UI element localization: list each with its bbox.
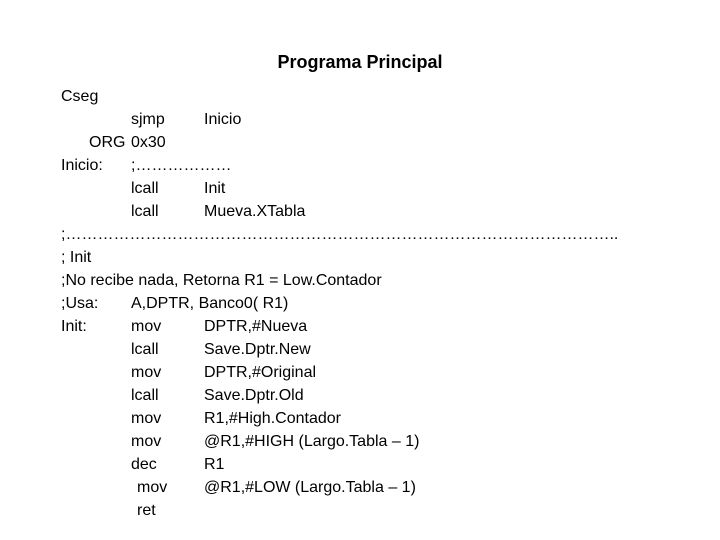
code-operand: Save.Dptr.Old (204, 387, 304, 404)
code-line (0, 247, 720, 269)
code-instruction: dec (131, 456, 157, 473)
code-label: ;Usa: (61, 295, 99, 312)
code-instruction: mov (131, 318, 162, 335)
code-line (0, 454, 720, 476)
code-instruction: ret (137, 502, 156, 519)
code-instruction: lcall (131, 341, 159, 358)
code-instruction: lcall (131, 180, 159, 197)
code-operand: Inicio (204, 111, 242, 128)
code-comment: ;No recibe nada, Retorna R1 = Low.Contador (61, 272, 382, 289)
code-line (0, 477, 720, 499)
code-line (0, 201, 720, 223)
code-line (0, 224, 720, 246)
code-line (0, 132, 720, 154)
code-line (0, 408, 720, 430)
code-line (0, 293, 720, 315)
code-comment: ; Init (61, 249, 92, 266)
code-operand: @R1,#LOW (Largo.Tabla – 1) (204, 479, 416, 496)
code-line (0, 178, 720, 200)
code-line (0, 362, 720, 384)
code-comment: A,DPTR, Banco0( R1) (131, 295, 289, 312)
code-line (0, 109, 720, 131)
code-label: Init: (61, 318, 87, 335)
code-instruction: mov (131, 410, 162, 427)
code-line (0, 316, 720, 338)
code-operand: R1,#High.Contador (204, 410, 341, 427)
code-instruction: mov (137, 479, 168, 496)
code-instruction: lcall (131, 387, 159, 404)
code-operand: Init (204, 180, 226, 197)
separator-comment: ;………………………………………………………………………………………….. (61, 226, 619, 243)
code-instruction: lcall (131, 203, 159, 220)
code-line (0, 385, 720, 407)
code-operand: DPTR,#Original (204, 364, 317, 381)
code-line (0, 86, 720, 108)
code-operand: DPTR,#Nueva (204, 318, 308, 335)
page-title: Programa Principal (277, 52, 443, 72)
code-instruction: mov (131, 364, 162, 381)
code-line (0, 339, 720, 361)
code-operand: Mueva.XTabla (204, 203, 306, 220)
code-line (0, 431, 720, 453)
code-comment: ;……………… (131, 157, 232, 174)
code-instruction: 0x30 (131, 134, 166, 151)
code-instruction: mov (131, 433, 162, 450)
code-instruction: sjmp (131, 111, 165, 128)
code-line (0, 155, 720, 177)
code-label: Cseg (61, 88, 99, 105)
code-operand: @R1,#HIGH (Largo.Tabla – 1) (204, 433, 420, 450)
code-label: ORG (89, 134, 126, 151)
code-line (0, 270, 720, 292)
code-line (0, 500, 720, 522)
code-operand: R1 (204, 456, 225, 473)
code-label: Inicio: (61, 157, 103, 174)
code-operand: Save.Dptr.New (204, 341, 311, 358)
